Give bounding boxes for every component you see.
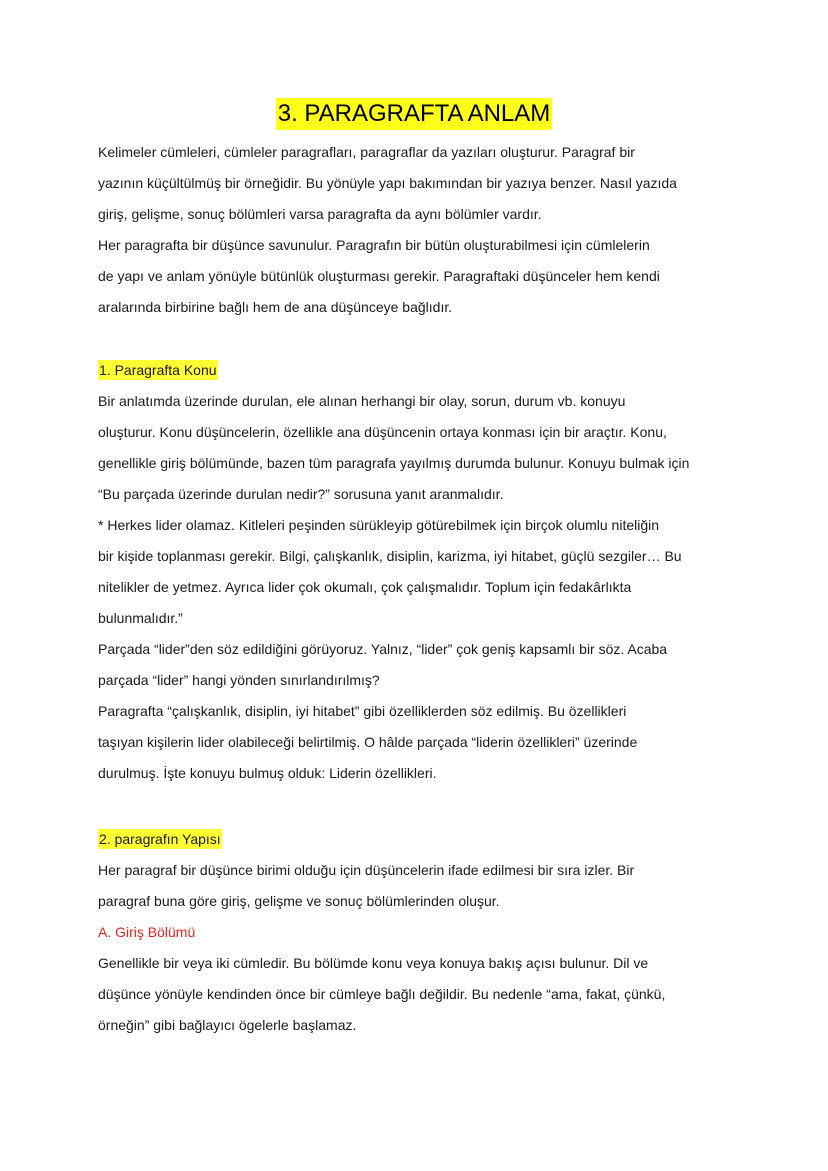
text-line: Parçada “lider”den söz edildiğini görüyoruz. Yalnız, “lider” çok geniş kapsamlı bir söz. Acaba <box>98 641 668 657</box>
section-heading-line <box>98 355 718 386</box>
text-line: Paragrafta “çalışkanlık, disiplin, iyi hitabet” gibi özelliklerden söz edilmiş. Bu özellikleri <box>98 703 627 719</box>
section-konu <box>98 355 718 789</box>
text-line: Bir anlatımda üzerinde durulan, ele alınan herhangi bir olay, sorun, durum vb. konuyu <box>98 393 626 409</box>
text-line: aralarında birbirine bağlı hem de ana düşünceye bağlıdır. <box>98 299 453 315</box>
section-heading-line <box>98 824 718 855</box>
text-line: örneğin” gibi bağlayıcı ögelerle başlamaz. <box>98 1017 357 1033</box>
page-title: 3. PARAGRAFTA ANLAM <box>276 98 553 130</box>
text-line: nitelikler de yetmez. Ayrıca lider çok okumalı, çok çalışmalıdır. Toplum için fedakârlıkta <box>98 579 632 595</box>
text-line: oluşturur. Konu düşüncelerin, özellikle ana düşüncenin ortaya konması için bir araçtır. Konu, <box>98 424 667 440</box>
text-line: taşıyan kişilerin lider olabileceği belirtilmiş. O hâlde parçada “liderin özellikleri” üzerinde <box>98 734 638 750</box>
text-line: Her paragrafta bir düşünce savunulur. Paragrafın bir bütün oluşturabilmesi için cümlelerin <box>98 237 650 253</box>
section-yapi <box>98 824 718 1041</box>
text-line: Kelimeler cümleleri, cümleler paragrafları, paragraflar da yazıları oluşturur. Paragraf bir <box>98 144 635 160</box>
intro-paragraphs <box>98 137 718 323</box>
text-line: genellikle giriş bölümünde, bazen tüm paragrafa yayılmış durumda bulunur. Konuyu bulmak için <box>98 455 690 471</box>
text-line: * Herkes lider olamaz. Kitleleri peşinden sürükleyip götürebilmek için birçok olumlu niteliğin <box>98 517 660 533</box>
section-heading-yapi: 2. paragrafın Yapısı <box>99 831 221 847</box>
text-line: “Bu parçada üzerinde durulan nedir?” sorusuna yanıt aranmalıdır. <box>98 486 504 502</box>
text-line: yazının küçültülmüş bir örneğidir. Bu yönüyle yapı bakımından bir yazıya benzer. Nasıl yazıda <box>98 175 677 191</box>
subheading-giris: A. Giriş Bölümü <box>98 924 196 940</box>
section-heading-konu: 1. Paragrafta Konu <box>99 362 217 378</box>
text-line: Her paragraf bir düşünce birimi olduğu için düşüncelerin ifade edilmesi bir sıra izler. Bir <box>98 862 635 878</box>
text-line: Genellikle bir veya iki cümledir. Bu bölümde konu veya konuya bakış açısı bulunur. Dil ve <box>98 955 649 971</box>
text-line: bir kişide toplanması gerekir. Bilgi, çalışkanlık, disiplin, karizma, iyi hitabet, güçlü sezgiler… Bu <box>98 548 682 564</box>
text-line: parçada “lider” hangi yönden sınırlandırılmış? <box>98 672 380 688</box>
text-line: de yapı ve anlam yönüyle bütünlük oluşturması gerekir. Paragraftaki düşünceler hem kendi <box>98 268 660 284</box>
text-line: bulunmalıdır.” <box>98 610 183 626</box>
text-line: düşünce yönüyle kendinden önce bir cümleye bağlı değildir. Bu nedenle “ama, fakat, çünkü, <box>98 986 666 1002</box>
text-line: paragraf buna göre giriş, gelişme ve sonuç bölümlerinden oluşur. <box>98 893 500 909</box>
title-container <box>0 98 828 130</box>
text-line: giriş, gelişme, sonuç bölümleri varsa paragrafta da aynı bölümler vardır. <box>98 206 542 222</box>
text-line: durulmuş. İşte konuyu bulmuş olduk: Liderin özellikleri. <box>98 765 437 781</box>
